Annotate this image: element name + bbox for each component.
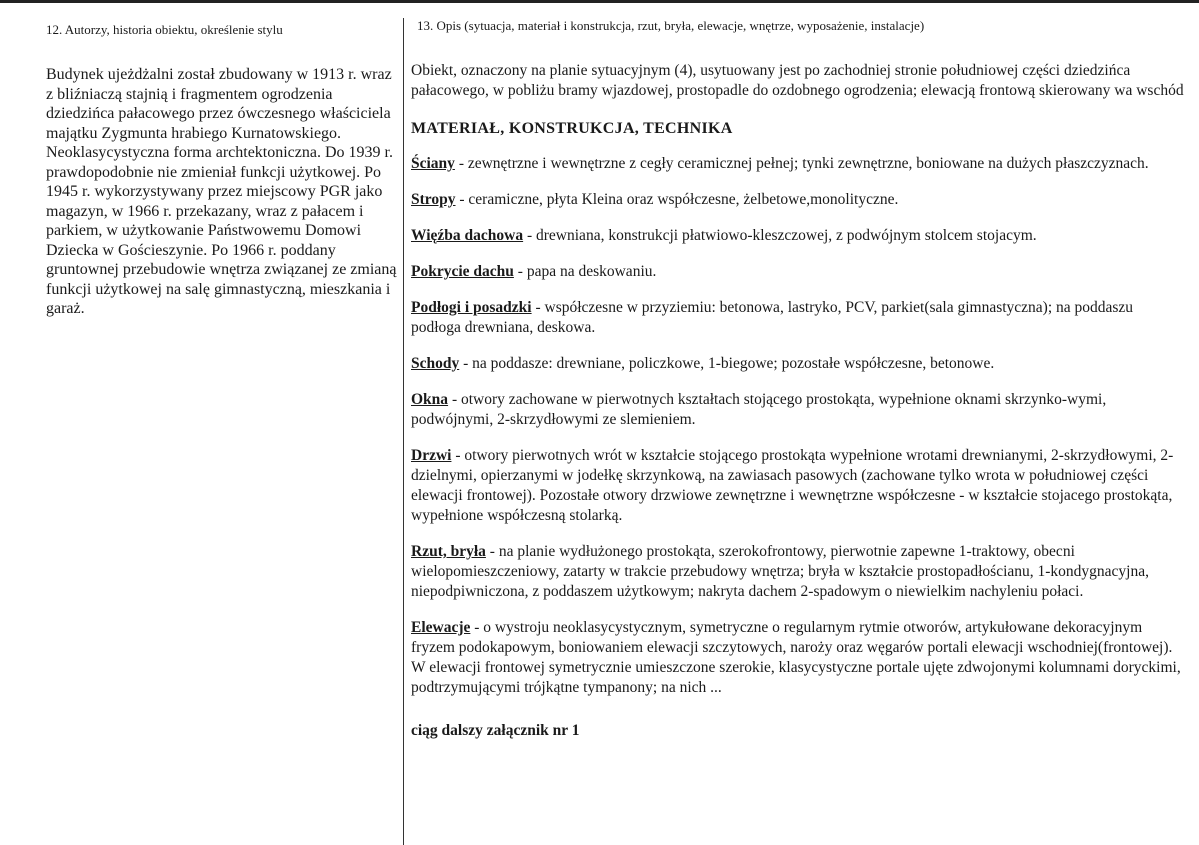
- entry-key: Elewacje: [411, 619, 471, 636]
- entry-key: Rzut, bryła: [411, 543, 486, 560]
- continuation-note: ciąg dalszy załącznik nr 1: [411, 722, 580, 739]
- entry-doors: [411, 446, 1186, 526]
- history-text: Budynek ujeżdżalni został zbudowany w 1913 r. wraz z bliźniaczą stajnią i fragmentem ogrodzenia dziedzińca pałacowego przez ówczesnego właściciela majątku Zygmunta hrabiego Kurnatowskiego. Neoklasycystyczna forma archtektoniczna. Do 1939 r. prawdopodobnie nie zmieniał funkcji użytkowej. Po 1945 r. wykorzystywany przez miejscowy PGR jako magazyn, w 1966 r. przekazany, wraz z pałacem i parkiem, w użytkowanie Państwowemu Domowi Dziecka w Gościeszynie. Po 1966 r. poddany gruntownej przebudowie wnętrza związanej ze zmianą funkcji użytkowej na salę gimnastyczną, mieszkania i garaż.: [46, 66, 397, 317]
- entry-key: Podłogi i posadzki: [411, 299, 532, 316]
- entry-roofing: [411, 262, 1186, 282]
- entry-ceilings: [411, 190, 1186, 210]
- entry-key: Stropy: [411, 191, 456, 208]
- entry-windows: [411, 390, 1186, 430]
- right-column: [411, 18, 1186, 740]
- page-top-border: [0, 0, 1199, 3]
- entry-text: - na planie wydłużonego prostokąta, szerokofrontowy, pierwotnie zapewne 1-traktowy, obecni wielopomieszczeniowy, zatarty w trakcie przebudowy wnętrza; bryła w kształcie prostopadłościanu, 1-kondygnacyjna, niepodpiwniczona, z poddaszem użytkowym; nakryta dachem 2-spadowym o niewielkim nachyleniu połaci.: [411, 543, 1149, 600]
- entry-key: Schody: [411, 355, 460, 372]
- section-13-heading: 13. Opis (sytuacja, materiał i konstrukcja, rzut, bryła, elewacje, wnętrze, wyposażenie, instalacje): [417, 18, 925, 33]
- entry-text: - drewniana, konstrukcji płatwiowo-kleszczowej, z podwójnym stolcem stojacym.: [523, 227, 1037, 244]
- entry-stairs: [411, 354, 1186, 374]
- entry-text: - otwory pierwotnych wrót w kształcie stojącego prostokąta wypełnione wrotami drewnianymi, 2-skrzydłowymi, 2-dzielnymi, opierzanymi w jodełkę skrzynkową, na zawiasach pasowych (zachowane tylko wrota w południowej części elewacji frontowej). Pozostałe otwory drzwiowe zewnętrzne i wewnętrzne współczesne - w kształcie stojacego prostokąta, wypełnione współczesną stolarką.: [411, 447, 1174, 524]
- entry-text: - otwory zachowane w pierwotnych kształtach stojącego prostokąta, wypełnione oknami skrzynko-wymi, podwójnymi, 2-skrzydłowymi ze slemieniem.: [411, 391, 1107, 428]
- entry-text: - papa na deskowaniu.: [513, 263, 657, 280]
- entry-elevations: [411, 618, 1186, 698]
- entry-key: Ściany: [411, 155, 455, 172]
- entry-key: Drzwi: [411, 447, 452, 464]
- entry-key: Więźba dachowa: [411, 227, 524, 244]
- entry-key: Pokrycie dachu: [411, 263, 514, 280]
- entry-plan-form: [411, 542, 1186, 602]
- location-description: Obiekt, oznaczony na planie sytuacyjnym (4), usytuowany jest po zachodniej stronie południowej części dziedzińca pałacowego, w pobliżu bramy wjazdowej, prostopadle do ozdobnego ogrodzenia; elewacją frontową skierowany wa wschód: [411, 62, 1184, 99]
- entry-key: Okna: [411, 391, 449, 408]
- material-section-title: MATERIAŁ, KONSTRUKCJA, TECHNIKA: [411, 120, 733, 137]
- entry-walls: [411, 154, 1186, 174]
- entry-text: - współczesne w przyziemiu: betonowa, lastryko, PCV, parkiet(sala gimnastyczna); na poddaszu podłoga drewniana, deskowa.: [411, 299, 1134, 336]
- entry-roof-truss: [411, 226, 1186, 246]
- entry-text: - zewnętrzne i wewnętrzne z cegły ceramicznej pełnej; tynki zewnętrzne, boniowane na dużych płaszczyznach.: [454, 155, 1149, 172]
- section-12-heading: 12. Autorzy, historia obiektu, określenie stylu: [46, 22, 283, 37]
- entry-text: - o wystroju neoklasycystycznym, symetryczne o regularnym rytmie otworów, artykułowane dekoracyjnym fryzem podokapowym, boniowaniem elewacji szczytowych, naroży oraz węgarów portali elewacji wschodniej(frontowej). W elewacji frontowej symetrycznie umieszczone szerokie, klasycystyczne portale ujęte zdwojonymi kolumnami doryckimi, podtrzymującymi trójkątne tympanony; na nich ...: [411, 619, 1181, 696]
- column-divider: [403, 18, 404, 845]
- left-column: [46, 22, 398, 319]
- entry-floors: [411, 298, 1186, 338]
- entry-text: - ceramiczne, płyta Kleina oraz współczesne, żelbetowe,monolityczne.: [455, 191, 899, 208]
- entry-text: - na poddasze: drewniane, policzkowe, 1-biegowe; pozostałe współczesne, betonowe.: [459, 355, 995, 372]
